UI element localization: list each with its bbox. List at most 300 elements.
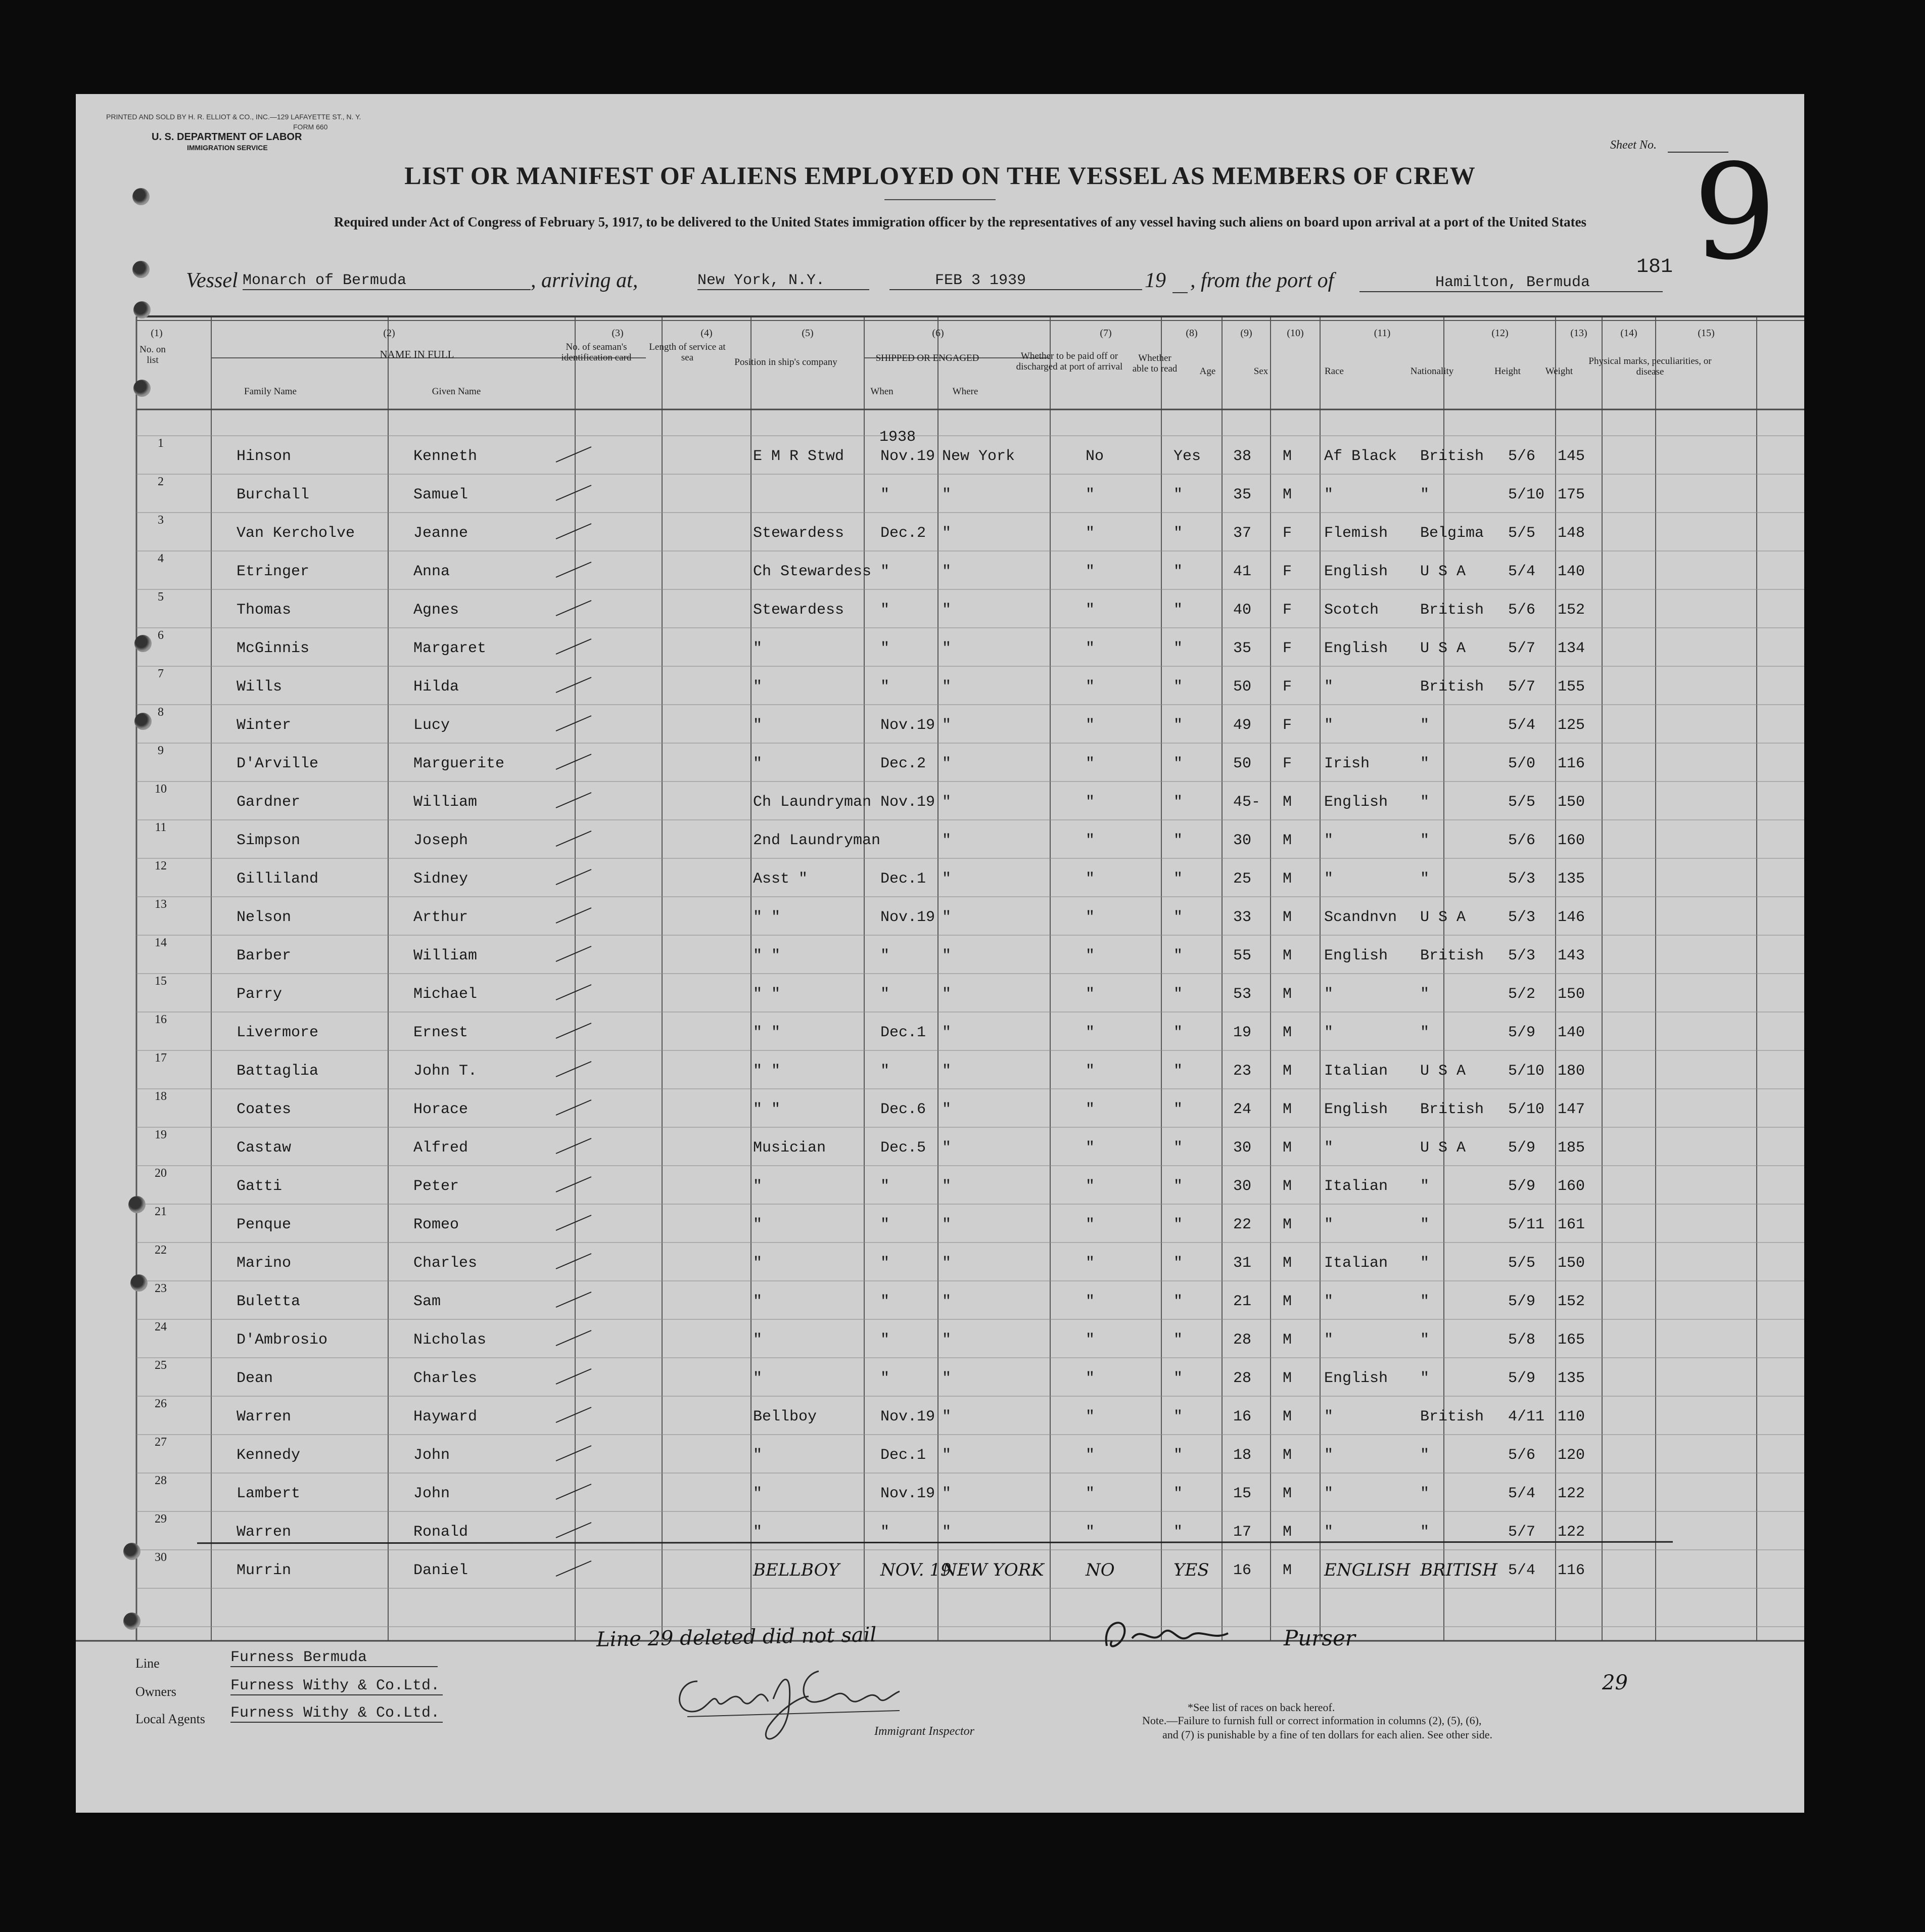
year-above-row1: 1938 <box>879 429 916 446</box>
paid-off: " <box>1086 1524 1095 1541</box>
height: 5/9 <box>1508 1024 1536 1041</box>
shipped-when: Nov.19 <box>880 448 935 465</box>
row-number: 4 <box>158 552 164 565</box>
printer-imprint: PRINTED AND SOLD BY H. R. ELLIOT & CO., INC.—129 LAFAYETTE ST., N. Y. <box>106 113 361 121</box>
position: BELLBOY <box>753 1560 839 1580</box>
punch-hole <box>123 1543 140 1560</box>
height: 5/5 <box>1508 794 1536 811</box>
shipped-when: Nov.19 <box>880 794 935 811</box>
race: " <box>1324 986 1334 1003</box>
paid-off: " <box>1086 1447 1095 1464</box>
family-name: Barber <box>237 947 292 964</box>
shipped-when: " <box>880 640 890 657</box>
nationality: " <box>1420 1447 1430 1464</box>
nationality: " <box>1420 1024 1430 1041</box>
height: 5/7 <box>1508 640 1536 657</box>
able-to-read: " <box>1173 947 1183 964</box>
given-name: Romeo <box>413 1216 459 1233</box>
nationality: British <box>1420 947 1484 964</box>
sheet-label: Sheet No. <box>1610 139 1657 152</box>
col-header-paid-off: Whether to be paid off or discharged at port of arrival <box>1016 351 1123 372</box>
given-name: Peter <box>413 1178 459 1195</box>
weight: 165 <box>1558 1331 1585 1349</box>
inspector-signature <box>667 1651 910 1752</box>
age: 41 <box>1233 563 1252 580</box>
sex: F <box>1283 563 1292 580</box>
sex: M <box>1283 832 1292 849</box>
height: 5/5 <box>1508 525 1536 542</box>
family-name: Buletta <box>237 1293 301 1310</box>
nationality: British <box>1420 602 1484 619</box>
sex: M <box>1283 1216 1292 1233</box>
race: " <box>1324 1485 1334 1502</box>
position: " <box>753 717 763 734</box>
age: 38 <box>1233 448 1252 465</box>
shipped-where: " <box>942 909 952 926</box>
height: 5/9 <box>1508 1370 1536 1387</box>
nationality: " <box>1420 1370 1430 1387</box>
shipped-where: " <box>942 870 952 888</box>
year-label: 19 <box>1145 269 1166 292</box>
position: " " <box>753 1063 781 1080</box>
sex: F <box>1283 602 1292 619</box>
able-to-read: " <box>1173 1331 1183 1349</box>
given-name: John T. <box>413 1063 478 1080</box>
nationality: U S A <box>1420 563 1466 580</box>
weight: 146 <box>1558 909 1585 926</box>
col-header-shipped: SHIPPED OR ENGAGED <box>875 353 979 363</box>
height: 5/11 <box>1508 1216 1545 1233</box>
position: " <box>753 1216 763 1233</box>
height: 4/11 <box>1508 1408 1545 1425</box>
column-number: (1) <box>151 328 163 339</box>
shipped-when: " <box>880 678 890 696</box>
family-name: Nelson <box>237 909 292 926</box>
vessel-name: Monarch of Bermuda <box>243 272 531 290</box>
column-number: (9) <box>1240 328 1252 339</box>
paid-off: " <box>1086 986 1095 1003</box>
age: 55 <box>1233 947 1252 964</box>
family-name: Battaglia <box>237 1063 319 1080</box>
height: 5/3 <box>1508 947 1536 964</box>
shipped-when: " <box>880 602 890 619</box>
paid-off: " <box>1086 794 1095 811</box>
row-number: 12 <box>155 859 167 872</box>
shipped-where: New York <box>942 448 1015 465</box>
column-number: (8) <box>1186 328 1198 339</box>
height: 5/3 <box>1508 870 1536 888</box>
weight: 110 <box>1558 1408 1585 1425</box>
race: " <box>1324 1331 1334 1349</box>
race: English <box>1324 1370 1388 1387</box>
weight: 150 <box>1558 794 1585 811</box>
page-title: LIST OR MANIFEST OF ALIENS EMPLOYED ON THE VESSEL AS MEMBERS OF CREW <box>404 161 1476 190</box>
shipped-where: " <box>942 1524 952 1541</box>
row-number: 14 <box>155 936 167 949</box>
year-line <box>1172 292 1188 293</box>
height: 5/10 <box>1508 1063 1545 1080</box>
position: " " <box>753 1024 781 1041</box>
position: Stewardess <box>753 602 844 619</box>
position: " <box>753 1485 763 1502</box>
weight: 147 <box>1558 1101 1585 1118</box>
nationality: " <box>1420 1485 1430 1502</box>
punch-hole <box>132 188 150 205</box>
given-name: Michael <box>413 986 478 1003</box>
family-name: Livermore <box>237 1024 319 1041</box>
owners-value: Furness Withy & Co.Ltd. <box>230 1677 443 1695</box>
paid-off: " <box>1086 602 1095 619</box>
height: 5/3 <box>1508 909 1536 926</box>
sex: M <box>1283 1255 1292 1272</box>
height: 5/7 <box>1508 1524 1536 1541</box>
nationality: " <box>1420 1255 1430 1272</box>
col-header-name: NAME IN FULL <box>380 348 454 360</box>
family-name: Winter <box>237 717 292 734</box>
shipped-when: " <box>880 486 890 503</box>
column-number: (7) <box>1100 328 1112 339</box>
given-name: Sidney <box>413 870 468 888</box>
able-to-read: " <box>1173 1408 1183 1425</box>
shipped-when: " <box>880 563 890 580</box>
paid-off: " <box>1086 640 1095 657</box>
column-number: (6) <box>932 328 944 339</box>
given-name: Joseph <box>413 832 468 849</box>
nationality: " <box>1420 717 1430 734</box>
able-to-read: " <box>1173 1524 1183 1541</box>
position: " " <box>753 909 781 926</box>
age: 35 <box>1233 486 1252 503</box>
col-header-family: Family Name <box>244 386 297 397</box>
given-name: Sam <box>413 1293 441 1310</box>
col-header-weight: Weight <box>1545 366 1573 377</box>
paid-off: " <box>1086 1255 1095 1272</box>
paid-off: " <box>1086 563 1095 580</box>
shipped-when: " <box>880 1293 890 1310</box>
row-number: 26 <box>155 1397 167 1410</box>
page-subtitle: Required under Act of Congress of February 5, 1917, to be delivered to the United States immigration officer by the representatives of any vessel having such aliens on board upon arrival at a port of the United States <box>334 214 1587 229</box>
service-name: IMMIGRATION SERVICE <box>187 144 268 152</box>
shipped-where: " <box>942 947 952 964</box>
row-number: 16 <box>155 1013 167 1026</box>
nationality: " <box>1420 870 1430 888</box>
row-number: 23 <box>155 1282 167 1295</box>
col-header-length-service: Length of service at sea <box>649 342 726 363</box>
weight: 145 <box>1558 448 1585 465</box>
able-to-read: " <box>1173 870 1183 888</box>
family-name: Gardner <box>237 794 301 811</box>
shipped-where: " <box>942 986 952 1003</box>
row-number: 21 <box>155 1205 167 1218</box>
nationality: " <box>1420 1178 1430 1195</box>
age: 16 <box>1233 1408 1252 1425</box>
sex: M <box>1283 1408 1292 1425</box>
age: 50 <box>1233 678 1252 696</box>
age: 40 <box>1233 602 1252 619</box>
row-number: 24 <box>155 1320 167 1333</box>
given-name: Arthur <box>413 909 468 926</box>
form-number: FORM 660 <box>293 123 328 131</box>
row-number: 3 <box>158 514 164 527</box>
paid-off: " <box>1086 1485 1095 1502</box>
able-to-read: " <box>1173 909 1183 926</box>
punch-hole <box>134 635 152 652</box>
sex: M <box>1283 448 1292 465</box>
age: 35 <box>1233 640 1252 657</box>
race: Scandnvn <box>1324 909 1397 926</box>
family-name: Dean <box>237 1370 273 1387</box>
paid-off: " <box>1086 1293 1095 1310</box>
family-name: Penque <box>237 1216 292 1233</box>
shipped-where: NEW YORK <box>942 1560 1044 1580</box>
weight: 140 <box>1558 563 1585 580</box>
row-number: 20 <box>155 1167 167 1180</box>
weight: 125 <box>1558 717 1585 734</box>
given-name: Marguerite <box>413 755 505 772</box>
given-name: Kenneth <box>413 448 478 465</box>
age: 53 <box>1233 986 1252 1003</box>
shipped-where: " <box>942 1293 952 1310</box>
given-name: Alfred <box>413 1139 468 1157</box>
age: 16 <box>1233 1562 1252 1579</box>
position: " <box>753 1178 763 1195</box>
able-to-read: " <box>1173 602 1183 619</box>
from-label: , from the port of <box>1190 269 1334 292</box>
shipped-when: " <box>880 1370 890 1387</box>
position: " <box>753 755 763 772</box>
family-name: D'Ambrosio <box>237 1331 328 1349</box>
weight: 150 <box>1558 1255 1585 1272</box>
column-number: (15) <box>1698 328 1715 339</box>
race: Irish <box>1324 755 1370 772</box>
row-number: 8 <box>158 706 164 719</box>
given-name: Lucy <box>413 717 450 734</box>
column-number: (13) <box>1570 328 1587 339</box>
able-to-read: " <box>1173 563 1183 580</box>
shipped-where: " <box>942 1485 952 1502</box>
shipped-where: " <box>942 1447 952 1464</box>
position: " <box>753 1293 763 1310</box>
page-count-note: 29 <box>1602 1671 1628 1694</box>
age: 30 <box>1233 1139 1252 1157</box>
sex: F <box>1283 755 1292 772</box>
col-header-when: When <box>870 386 894 397</box>
paid-off: " <box>1086 1216 1095 1233</box>
shipped-when: Dec.6 <box>880 1101 926 1118</box>
punch-hole <box>132 261 150 278</box>
column-number: (5) <box>802 328 814 339</box>
position: Ch Stewardess <box>753 563 872 580</box>
col-header-height: Height <box>1494 366 1521 377</box>
weight: 120 <box>1558 1447 1585 1464</box>
able-to-read: " <box>1173 678 1183 696</box>
shipped-where: " <box>942 1101 952 1118</box>
given-name: Nicholas <box>413 1331 487 1349</box>
age: 17 <box>1233 1524 1252 1541</box>
weight: 134 <box>1558 640 1585 657</box>
sex: M <box>1283 1447 1292 1464</box>
shipped-where: " <box>942 525 952 542</box>
weight: 152 <box>1558 602 1585 619</box>
nationality: U S A <box>1420 640 1466 657</box>
weight: 175 <box>1558 486 1585 503</box>
punch-hole <box>133 301 151 318</box>
shipped-when: " <box>880 1216 890 1233</box>
paid-off: " <box>1086 1101 1095 1118</box>
vessel-label: Vessel <box>186 269 238 292</box>
family-name: Gatti <box>237 1178 283 1195</box>
paid-off: " <box>1086 755 1095 772</box>
punch-hole <box>128 1196 146 1213</box>
sex: M <box>1283 1178 1292 1195</box>
family-name: Warren <box>237 1524 292 1541</box>
given-name: Ernest <box>413 1024 468 1041</box>
given-name: Hayward <box>413 1408 478 1425</box>
nationality: " <box>1420 794 1430 811</box>
race: " <box>1324 832 1334 849</box>
age: 28 <box>1233 1331 1252 1349</box>
col-header-where: Where <box>952 386 978 397</box>
age: 30 <box>1233 1178 1252 1195</box>
column-number: (12) <box>1491 328 1509 339</box>
row-number: 29 <box>155 1512 167 1526</box>
col-header-given: Given Name <box>432 386 481 397</box>
agents-value: Furness Withy & Co.Ltd. <box>230 1705 443 1723</box>
weight: 143 <box>1558 947 1585 964</box>
able-to-read: " <box>1173 525 1183 542</box>
col-header-id-card: No. of seaman's identification card <box>561 342 632 363</box>
sex: M <box>1283 1293 1292 1310</box>
weight: 150 <box>1558 986 1585 1003</box>
arrival-port: New York, N.Y. <box>697 272 869 290</box>
position: " <box>753 1255 763 1272</box>
able-to-read: " <box>1173 1139 1183 1157</box>
row-number: 10 <box>155 783 167 796</box>
punch-hole <box>130 1274 148 1292</box>
penalty-note-1: Note.—Failure to furnish full or correct information in columns (2), (5), (6), <box>1142 1714 1482 1727</box>
shipped-when: Nov.19 <box>880 909 935 926</box>
position: " <box>753 1370 763 1387</box>
race: ENGLISH <box>1324 1560 1411 1580</box>
punch-hole <box>134 713 152 730</box>
row-number: 25 <box>155 1359 167 1372</box>
given-name: Ronald <box>413 1524 468 1541</box>
shipped-when: " <box>880 986 890 1003</box>
sex: M <box>1283 986 1292 1003</box>
race: " <box>1324 1447 1334 1464</box>
line-value: Furness Bermuda <box>230 1649 438 1667</box>
agents-label: Local Agents <box>135 1712 205 1726</box>
nationality: Belgima <box>1420 525 1484 542</box>
race: Italian <box>1324 1178 1388 1195</box>
height: 5/6 <box>1508 448 1536 465</box>
sex: F <box>1283 640 1292 657</box>
shipped-where: " <box>942 1408 952 1425</box>
race: English <box>1324 1101 1388 1118</box>
height: 5/10 <box>1508 486 1545 503</box>
race: " <box>1324 1216 1334 1233</box>
sex: M <box>1283 1139 1292 1157</box>
position: " <box>753 640 763 657</box>
weight: 160 <box>1558 832 1585 849</box>
deletion-note: Line 29 deleted did not sail <box>596 1623 877 1651</box>
column-number: (2) <box>383 328 395 339</box>
given-name: Jeanne <box>413 525 468 542</box>
col-header-physical-marks: Physical marks, peculiarities, or disease <box>1588 356 1712 377</box>
family-name: Murrin <box>237 1562 292 1579</box>
family-name: D'Arville <box>237 755 319 772</box>
nationality: " <box>1420 832 1430 849</box>
shipped-when: " <box>880 947 890 964</box>
row-number: 5 <box>158 590 164 604</box>
able-to-read: " <box>1173 794 1183 811</box>
col-header-position: Position in ship's company <box>734 357 837 367</box>
paid-off: " <box>1086 1331 1095 1349</box>
height: 5/9 <box>1508 1293 1536 1310</box>
nationality: U S A <box>1420 909 1466 926</box>
position: Bellboy <box>753 1408 817 1425</box>
race: Flemish <box>1324 525 1388 542</box>
shipped-where: " <box>942 1024 952 1041</box>
strikethrough-line-29 <box>197 1541 1673 1544</box>
paid-off: " <box>1086 1063 1095 1080</box>
shipped-where: " <box>942 602 952 619</box>
race: English <box>1324 640 1388 657</box>
weight: 160 <box>1558 1178 1585 1195</box>
nationality: British <box>1420 678 1484 696</box>
able-to-read: " <box>1173 1178 1183 1195</box>
position: Asst " <box>753 870 808 888</box>
position: " " <box>753 986 781 1003</box>
shipped-where: " <box>942 832 952 849</box>
paid-off: " <box>1086 1024 1095 1041</box>
purser-title: Purser <box>1284 1626 1355 1650</box>
race: Italian <box>1324 1255 1388 1272</box>
shipped-when: Dec.1 <box>880 870 926 888</box>
nationality: British <box>1420 1408 1484 1425</box>
paid-off: No <box>1086 448 1104 465</box>
sex: M <box>1283 1024 1292 1041</box>
shipped-where: " <box>942 640 952 657</box>
shipped-where: " <box>942 1255 952 1272</box>
age: 21 <box>1233 1293 1252 1310</box>
height: 5/8 <box>1508 1331 1536 1349</box>
race: English <box>1324 563 1388 580</box>
row-number: 7 <box>158 667 164 680</box>
race: Af Black <box>1324 448 1397 465</box>
given-name: Horace <box>413 1101 468 1118</box>
height: 5/0 <box>1508 755 1536 772</box>
age: 28 <box>1233 1370 1252 1387</box>
able-to-read: " <box>1173 986 1183 1003</box>
arriving-label: , arriving at, <box>531 269 638 292</box>
shipped-when: Dec.2 <box>880 755 926 772</box>
given-name: Agnes <box>413 602 459 619</box>
paid-off: " <box>1086 717 1095 734</box>
able-to-read: " <box>1173 1370 1183 1387</box>
position: 2nd Laundryman <box>753 832 881 849</box>
sex: M <box>1283 1562 1292 1579</box>
given-name: John <box>413 1485 450 1502</box>
race: " <box>1324 1293 1334 1310</box>
age: 24 <box>1233 1101 1252 1118</box>
shipped-when: Dec.2 <box>880 525 926 542</box>
height: 5/6 <box>1508 602 1536 619</box>
height: 5/9 <box>1508 1178 1536 1195</box>
col-header-sex: Sex <box>1253 366 1269 377</box>
weight: 122 <box>1558 1524 1585 1541</box>
age: 15 <box>1233 1485 1252 1502</box>
